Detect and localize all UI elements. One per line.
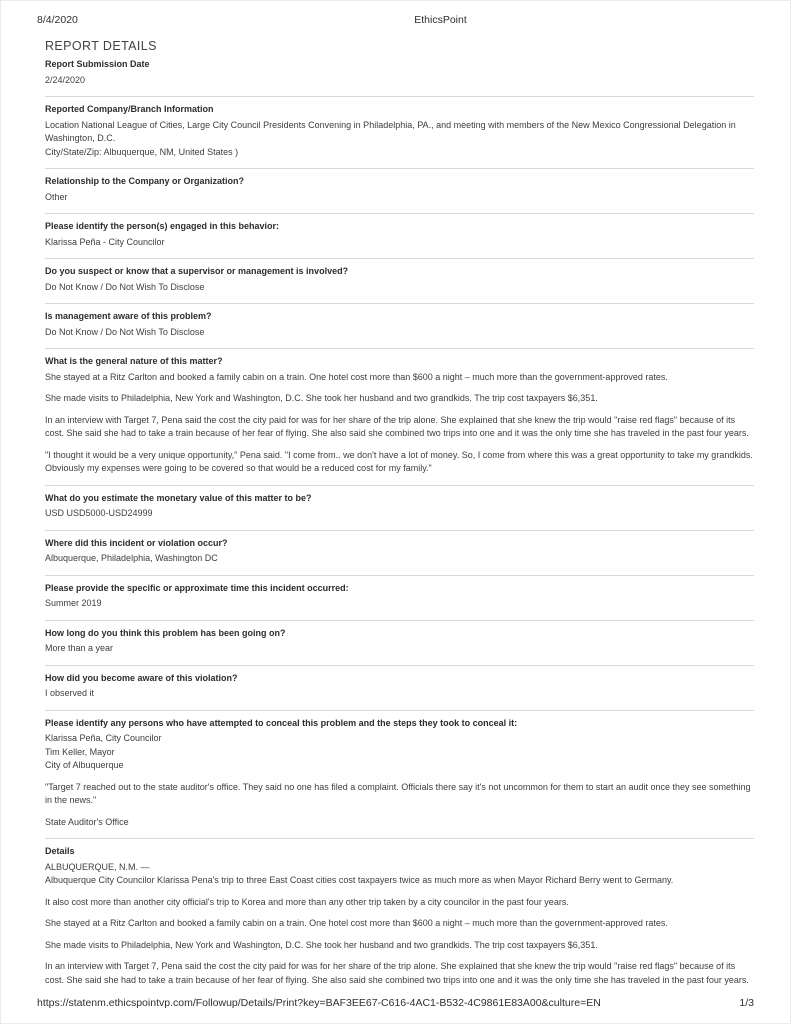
report-sections [45, 56, 754, 991]
section-label: Where did this incident or violation occur? [45, 537, 228, 548]
section-text-line: Klarissa Peña - City Councilor [45, 236, 165, 247]
section-text-line: ALBUQUERQUE, N.M. — [45, 861, 150, 872]
section-label: Is management aware of this problem? [45, 311, 212, 321]
section-paragraph [45, 507, 754, 521]
report-section [45, 485, 754, 530]
report-section [45, 258, 754, 303]
report-section [45, 213, 754, 258]
section-label: Reported Company/Branch Information [45, 104, 214, 114]
section-text-line: 2/24/2020 [45, 74, 86, 85]
section-paragraph [45, 917, 754, 931]
section-text-line: Albuquerque, Philadelphia, Washington DC [45, 553, 218, 563]
section-paragraph [45, 326, 754, 340]
section-text-line: "Target 7 reached out to the state auditor's office. They said no one has filed a complaint. Officials there say it's not uncommon for them to start an audit once they see something in the news." [45, 781, 751, 805]
report-section [45, 56, 754, 96]
section-label: Report Submission Date [45, 59, 150, 69]
section-text-line: City/State/Zip: Albuquerque, NM, United States ) [45, 146, 239, 157]
section-paragraph [45, 236, 754, 250]
section-text-line: Do Not Know / Do Not Wish To Disclose [45, 326, 205, 337]
section-label: Do you suspect or know that a supervisor or management is involved? [45, 266, 349, 276]
section-paragraph [45, 960, 754, 987]
section-paragraph [45, 732, 754, 773]
report-section [45, 530, 754, 575]
section-text-line: She stayed at a Ritz Carlton and booked a family cabin on a train. One hotel cost more than $600 a night – much more than the government-approved rates. [45, 371, 668, 382]
section-paragraph [45, 939, 754, 953]
section-text-line: Do Not Know / Do Not Wish To Disclose [45, 281, 205, 292]
section-paragraph [45, 392, 754, 406]
section-label: Details [45, 846, 75, 856]
section-text-line: City of Albuquerque [45, 760, 124, 770]
section-paragraph [45, 816, 754, 830]
section-label: Relationship to the Company or Organization? [45, 176, 245, 186]
report-title: REPORT DETAILS [45, 39, 157, 53]
section-text-line: "I thought it would be a very unique opportunity," Pena said. "I come from.. we don't have a lot of money. So, I come from where this was a great opportunity to take my grandkids. Obviously my expenses were going to be covered so that would be a reduced cost for my family." [45, 449, 753, 473]
section-text-line: State Auditor's Office [45, 816, 129, 827]
report-section [45, 620, 754, 665]
section-paragraph [45, 371, 754, 385]
section-paragraph [45, 119, 754, 160]
site-title: EthicsPoint [414, 14, 467, 26]
section-label: Please identify any persons who have attempted to conceal this problem and the steps they took to conceal it: [45, 717, 518, 728]
page-number: 1/3 [739, 997, 754, 1009]
section-paragraph [45, 781, 754, 808]
section-label: How long do you think this problem has been going on? [45, 627, 286, 638]
report-section [45, 710, 754, 839]
print-date: 8/4/2020 [37, 14, 78, 26]
print-header [1, 1, 790, 26]
report-section [45, 96, 754, 168]
section-paragraph [45, 74, 754, 88]
section-text-line: I observed it [45, 688, 95, 698]
section-paragraph [45, 414, 754, 441]
section-paragraph [45, 896, 754, 910]
section-text-line: Summer 2019 [45, 598, 102, 608]
section-text-line: In an interview with Target 7, Pena said the cost the city paid for was for her share of the trip alone. She explained that she knew the trip would "raise red flags" because of its cost. She said she had to take a train because of her fear of flying. She also said she combined two trips into one and it was the only time she has traveled in the past four years. [45, 414, 749, 438]
section-text-line: Location National League of Cities, Large City Council Presidents Convening in Philadelphia, PA., and meeting with members of the New Mexico Congressional Delegation in Washington, D.C. [45, 119, 736, 143]
section-paragraph [45, 642, 754, 656]
section-text-line: USD USD5000-USD24999 [45, 508, 153, 518]
report-section [45, 303, 754, 348]
report-content [1, 26, 790, 991]
section-text-line: More than a year [45, 643, 114, 653]
section-label: Please identify the person(s) engaged in this behavior: [45, 221, 280, 231]
section-text-line: Other [45, 191, 68, 202]
report-section [45, 575, 754, 620]
section-paragraph [45, 687, 754, 701]
report-section [45, 665, 754, 710]
section-paragraph [45, 861, 754, 888]
section-label: Please provide the specific or approximate time this incident occurred: [45, 582, 349, 593]
section-paragraph [45, 281, 754, 295]
section-text-line: Tim Keller, Mayor [45, 746, 115, 757]
section-text-line: She made visits to Philadelphia, New York and Washington, D.C. She took her husband and two grandkids. The trip cost taxpayers $6,351. [45, 939, 598, 950]
report-section [45, 348, 754, 485]
section-paragraph [45, 191, 754, 205]
report-section [45, 168, 754, 213]
report-section [45, 838, 754, 991]
section-paragraph [45, 449, 754, 476]
section-text-line: Albuquerque City Councilor Klarissa Pena's trip to three East Coast cities cost taxpayers twice as much more as when Mayor Richard Berry went to Germany. [45, 875, 674, 885]
footer-url: https://statenm.ethicspointvp.com/Followup/Details/Print?key=BAF3EE67-C616-4AC1-B532-4C9861E83A00&culture=EN [37, 997, 601, 1009]
section-text-line: She stayed at a Ritz Carlton and booked a family cabin on a train. One hotel cost more than $600 a night – much more than the government-approved rates. [45, 918, 668, 928]
section-paragraph [45, 597, 754, 611]
print-footer [1, 991, 790, 1023]
section-label: What is the general nature of this matter? [45, 356, 223, 366]
section-label: How did you become aware of this violation? [45, 672, 238, 683]
section-text-line: In an interview with Target 7, Pena said the cost the city paid for was for her share of the trip alone. She explained that she knew the trip would "raise red flags" because of its cost. She said she had to take a train because of her fear of flying. She also said she combined two trips into one and it was the only time she has traveled in the past four years. [45, 961, 749, 985]
section-text-line: She made visits to Philadelphia, New York and Washington, D.C. She took her husband and two grandkids. The trip cost taxpayers $6,351. [45, 393, 598, 403]
section-paragraph [45, 552, 754, 566]
section-text-line: Klarissa Peña, City Councilor [45, 733, 162, 743]
section-label: What do you estimate the monetary value of this matter to be? [45, 492, 312, 503]
section-text-line: It also cost more than another city official's trip to Korea and more than any other trip taken by a city councilor in the past four years. [45, 896, 569, 907]
